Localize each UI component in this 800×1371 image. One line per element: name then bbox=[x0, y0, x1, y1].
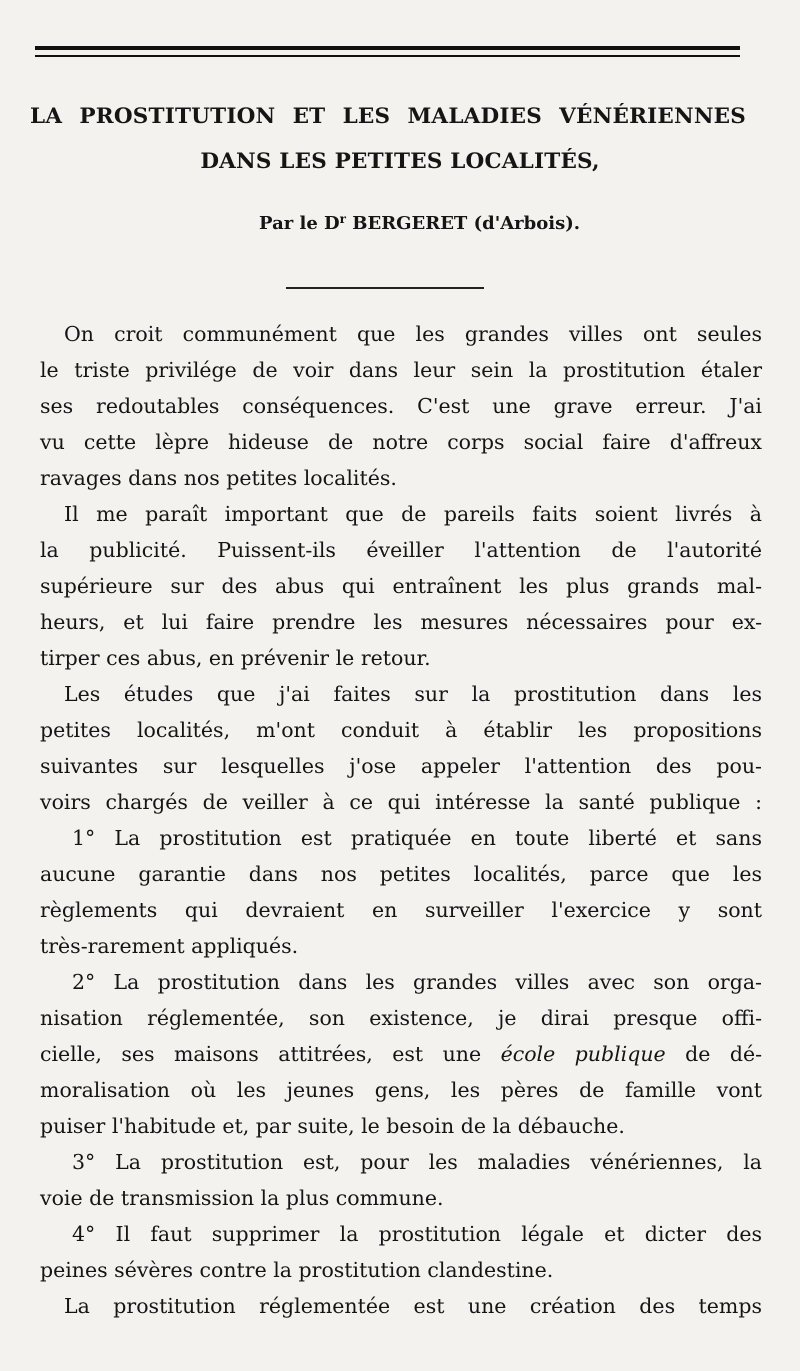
text-line: Les études que j'ai faites sur la prostitution dans les bbox=[64, 682, 762, 706]
title-line-2: DANS LES PETITES LOCALITÉS, bbox=[200, 149, 600, 174]
text-line: vu cette lèpre hideuse de notre corps social faire d'affreux bbox=[40, 430, 762, 454]
text-line: La prostitution réglementée est une création des temps bbox=[64, 1294, 762, 1318]
byline-prefix: Par le D bbox=[259, 213, 340, 234]
byline-author-name: BERGERET (d'Arbois). bbox=[346, 213, 580, 234]
text-line: puiser l'habitude et, par suite, le besoin de la débauche. bbox=[40, 1114, 625, 1138]
top-rule-thin bbox=[35, 55, 740, 57]
text-segment: cielle, ses maisons attitrées, est une bbox=[40, 1042, 501, 1066]
text-line: peines sévères contre la prostitution clandestine. bbox=[40, 1258, 554, 1282]
text-line: règlements qui devraient en surveiller l'exercice y sont bbox=[40, 898, 762, 922]
text-line: voirs chargés de veiller à ce qui intéresse la santé publique : bbox=[40, 790, 762, 814]
text-line: moralisation où les jeunes gens, les pères de famille vont bbox=[40, 1078, 762, 1102]
text-line: la publicité. Puissent-ils éveiller l'attention de l'autorité bbox=[40, 538, 762, 562]
paragraph-2 bbox=[40, 496, 762, 676]
text-line: heurs, et lui faire prendre les mesures nécessaires pour ex- bbox=[40, 610, 762, 634]
text-line: tirper ces abus, en prévenir le retour. bbox=[40, 646, 431, 670]
text-line: 2° La prostitution dans les grandes villes avec son orga- bbox=[72, 970, 762, 994]
text-line: On croit communément que les grandes villes ont seules bbox=[64, 322, 762, 346]
text-line: voie de transmission la plus commune. bbox=[40, 1186, 444, 1210]
text-line: le triste privilége de voir dans leur sein la prostitution étaler bbox=[40, 358, 762, 382]
text-segment: de dé- bbox=[665, 1042, 763, 1066]
paragraph-3 bbox=[40, 676, 762, 820]
text-line: ses redoutables conséquences. C'est une grave erreur. J'ai bbox=[40, 394, 762, 418]
proposition-4 bbox=[40, 1216, 762, 1288]
text-line: supérieure sur des abus qui entraînent les plus grands mal- bbox=[40, 574, 762, 598]
author-byline bbox=[0, 212, 780, 234]
proposition-1 bbox=[40, 820, 762, 964]
text-line: Il me paraît important que de pareils faits soient livrés à bbox=[64, 502, 762, 526]
article-body bbox=[40, 316, 762, 1324]
text-line: petites localités, m'ont conduit à établir les propositions bbox=[40, 718, 762, 742]
italic-phrase: école publique bbox=[500, 1042, 666, 1066]
text-line: nisation réglementée, son existence, je dirai presque offi- bbox=[40, 1006, 762, 1030]
top-rule-thick bbox=[35, 46, 740, 50]
paragraph-final bbox=[40, 1288, 762, 1324]
text-line: suivantes sur lesquelles j'ose appeler l'attention des pou- bbox=[40, 754, 762, 778]
title-line-1: LA PROSTITUTION ET LES MALADIES VÉNÉRIENNES bbox=[30, 104, 746, 129]
text-line-with-italic bbox=[40, 1036, 762, 1072]
text-line: 4° Il faut supprimer la prostitution légale et dicter des bbox=[72, 1222, 762, 1246]
proposition-3 bbox=[40, 1144, 762, 1216]
proposition-2 bbox=[40, 964, 762, 1144]
text-line: 1° La prostitution est pratiquée en toute liberté et sans bbox=[72, 826, 762, 850]
byline-superscript: r bbox=[339, 212, 346, 226]
text-line: aucune garantie dans nos petites localités, parce que les bbox=[40, 862, 762, 886]
paragraph-1 bbox=[40, 316, 762, 496]
text-line: 3° La prostitution est, pour les maladies vénériennes, la bbox=[72, 1150, 762, 1174]
text-line: très-rarement appliqués. bbox=[40, 934, 299, 958]
separator-rule bbox=[286, 287, 484, 289]
text-line: ravages dans nos petites localités. bbox=[40, 466, 397, 490]
